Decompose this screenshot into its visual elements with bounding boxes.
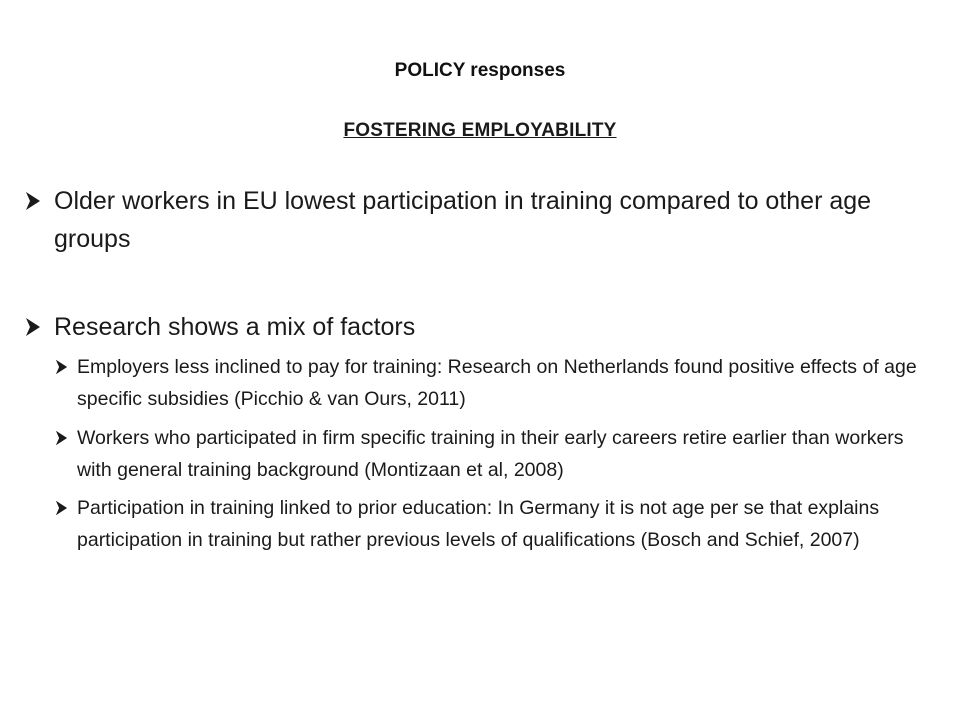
bullet-text: Research shows a mix of factors: [54, 313, 416, 341]
slide-title: POLICY responses: [394, 60, 566, 81]
arrow-bullet-icon: [54, 359, 77, 375]
bullet-item: [24, 182, 944, 258]
arrow-bullet-icon: [54, 430, 77, 446]
sub-bullet-item: [54, 422, 934, 486]
arrow-bullet-icon: [24, 317, 54, 337]
sub-bullet-item: [54, 351, 934, 415]
arrow-bullet-icon: [24, 191, 54, 211]
sub-bullet-text: Employers less inclined to pay for training: Research on Netherlands found positive effects of age specific subsidies (Picchio & van Ours, 2011): [77, 356, 917, 410]
sub-bullet-text: Participation in training linked to prior education: In Germany it is not age per se that explains participation in training but rather previous levels of qualifications (Bosch and Schief, 2007): [77, 497, 880, 551]
arrow-bullet-icon: [54, 500, 77, 516]
bullet-item: [24, 308, 944, 346]
bullet-text: Older workers in EU lowest participation in training compared to other age groups: [54, 187, 872, 253]
sub-bullet-item: [54, 492, 934, 556]
sub-bullet-text: Workers who participated in firm specific training in their early careers retire earlier than workers with general training background (Montizaan et al, 2008): [77, 427, 904, 481]
slide-subtitle: FOSTERING EMPLOYABILITY: [343, 120, 617, 141]
